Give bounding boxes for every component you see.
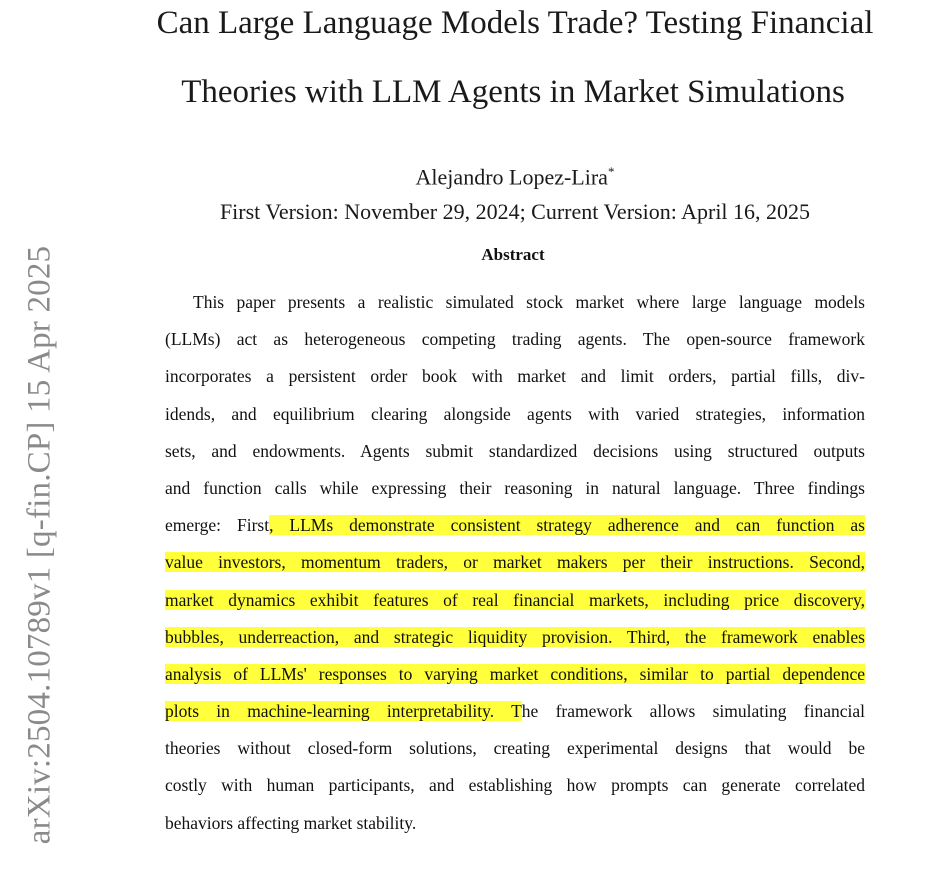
abstract-heading: Abstract	[481, 245, 545, 264]
abstract-text: idends, and equilibrium clearing alongside agents with varied strategies, information	[165, 403, 865, 424]
version-dates: First Version: November 29, 2024; Current Version: April 16, 2025	[219, 199, 811, 224]
abstract-line	[165, 774, 865, 811]
abstract-line	[165, 365, 865, 402]
highlighted-text: bubbles, underreaction, and strategic liquidity provision. Third, the framework enables	[165, 626, 865, 647]
abstract-text: (LLMs) act as heterogeneous competing trading agents. The open-source framework	[165, 329, 865, 350]
author-footnote-mark: *	[607, 164, 615, 179]
abstract-text: and function calls while expressing their reasoning in natural language. Three findings	[165, 477, 865, 498]
abstract-text: he framework allows simulating financial	[521, 701, 865, 722]
abstract-line	[165, 403, 865, 440]
abstract-line	[165, 477, 865, 514]
abstract-line	[165, 737, 865, 774]
abstract-line	[165, 626, 865, 663]
abstract-text: costly with human participants, and establishing how prompts can generate correlated	[165, 775, 865, 796]
abstract-text: theories without closed-form solutions, creating experimental designs that would be	[165, 738, 865, 759]
abstract-text: sets, and endowments. Agents submit standardized decisions using structured outputs	[165, 440, 865, 461]
highlighted-text: market dynamics exhibit features of real financial markets, including price discovery,	[165, 589, 865, 610]
arxiv-identifier: arXiv:2504.10789v1 [q-fin.CP] 15 Apr 2025	[21, 245, 58, 845]
highlighted-text: , LLMs demonstrate consistent strategy adherence and can function as	[269, 515, 865, 536]
arxiv-side-stamp	[0, 0, 80, 874]
abstract-line	[165, 291, 865, 328]
abstract-text: behaviors affecting market stability.	[165, 812, 417, 833]
author-name: Alejandro Lopez-Lira	[415, 164, 608, 190]
abstract-line	[165, 663, 865, 700]
abstract-line	[165, 589, 865, 626]
highlighted-text: value investors, momentum traders, or market makers per their instructions. Second,	[165, 552, 865, 573]
abstract-body	[165, 291, 865, 849]
abstract-text: emerge: First	[165, 515, 270, 536]
paper-title-line-1: Can Large Language Models Trade? Testing Financial	[156, 5, 874, 41]
abstract-line	[165, 812, 865, 849]
abstract-line	[165, 700, 865, 737]
highlighted-text: analysis of LLMs' responses to varying market conditions, similar to partial dependence	[165, 663, 865, 684]
author-line	[155, 164, 875, 190]
abstract-line	[165, 440, 865, 477]
abstract-text: This paper presents a realistic simulated stock market where large language models	[193, 292, 865, 312]
abstract-text: incorporates a persistent order book with market and limit orders, partial fills, div-	[165, 366, 865, 387]
highlighted-text: plots in machine-learning interpretability. T	[165, 701, 522, 722]
abstract-line	[165, 551, 865, 588]
abstract-line	[165, 328, 865, 365]
abstract-line	[165, 514, 865, 551]
paper-title-line-2: Theories with LLM Agents in Market Simulations	[181, 74, 845, 110]
